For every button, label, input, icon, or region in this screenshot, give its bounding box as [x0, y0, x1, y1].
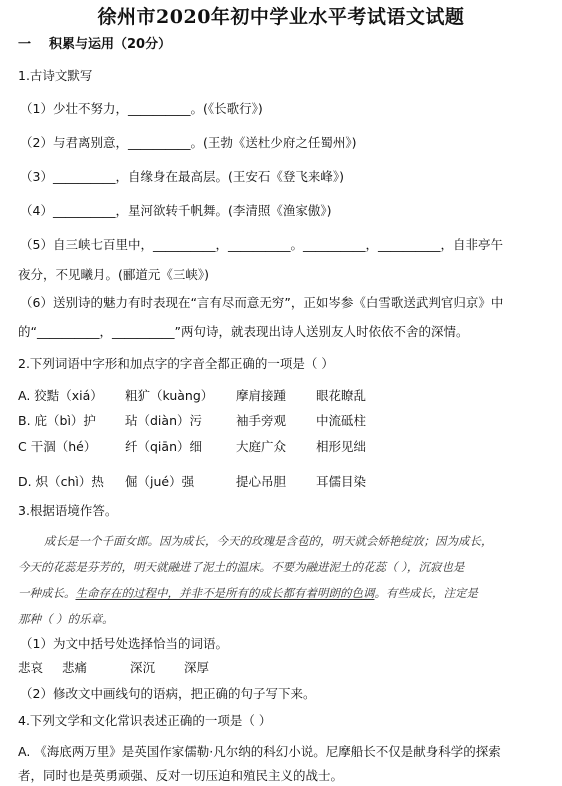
q2-option-b-3: 袖手旁观 — [236, 413, 287, 428]
q1-item-1: （1）少壮不努力，__________。(《长歌行》) — [20, 101, 263, 116]
q1-item-6: （6）送别诗的魅力有时表现在“言有尽而意无穷”，正如岑参《白雪歌送武判官归京》中 — [20, 295, 504, 310]
q2-option-d-4: 耳儒目染 — [316, 474, 367, 489]
q4-option-a-cont: 者，同时也是英勇顽强、反对一切压迫和殖民主义的战士。 — [18, 768, 344, 783]
passage-line-2: 今天的花蕊是芬芳的，明天就融进了泥土的温床。不要为融进泥土的花蕊（ ），沉寂也是 — [18, 560, 465, 574]
q1-item-4: （4）__________，星河欲转千帆舞。(李清照《渔家傲》) — [20, 203, 332, 218]
passage-line-3 — [18, 585, 548, 601]
q1-heading: 1.古诗文默写 — [18, 68, 93, 83]
page-title: 徐州市2020年初中学业水平考试语文试题 — [97, 6, 465, 28]
q3-sub-2: （2）修改文中画线句的语病，把正确的句子写下来。 — [20, 686, 316, 701]
q2-option-d-1: D. 炽（chì）热 — [18, 474, 104, 489]
q1-item-5: （5）自三峡七百里中，__________，__________。__________，__________，自非亭午 — [20, 237, 503, 252]
q2-option-a-3: 摩肩接踵 — [236, 388, 287, 403]
word-choice: 深厚 — [184, 660, 210, 675]
word-choice: 深沉 — [130, 660, 156, 675]
word-choice: 悲痛 — [62, 660, 88, 675]
q2-option-a-2: 粗犷（kuàng） — [125, 388, 214, 403]
passage-line-3-post: 。有些成长，注定是 — [374, 586, 478, 600]
q2-option-a-4: 眼花瞭乱 — [316, 388, 367, 403]
q4-option-a: A. 《海底两万里》是英国作家儒勒·凡尔纳的科幻小说。尼摩船长不仅是献身科学的探索 — [18, 744, 501, 759]
q4-heading: 4.下列文学和文化常识表述正确的一项是（ ） — [18, 713, 272, 728]
section-number: 一 — [18, 37, 32, 52]
passage-line-4: 那种（ ）的乐章。 — [18, 612, 114, 626]
q2-option-b-2: 玷（diàn）污 — [125, 413, 202, 428]
q2-option-c-4: 相形见绌 — [316, 439, 367, 454]
q2-option-c-2: 纤（qiān）细 — [125, 439, 202, 454]
q3-sub-1: （1）为文中括号处选择恰当的词语。 — [20, 636, 228, 651]
q2-option-d-2: 倔（jué）强 — [125, 474, 195, 489]
q3-heading: 3.根据语境作答。 — [18, 503, 118, 518]
section-title: 积累与运用（20分） — [49, 37, 172, 52]
q1-item-2: （2）与君离别意，__________。(王勃《送杜少府之任蜀州》) — [20, 135, 357, 150]
q1-item-6-cont: 的“__________，__________”两句诗，就表现出诗人送别友人时依依不舍的深情。 — [18, 324, 469, 339]
q2-option-a-1: A. 狡黠（xiá） — [18, 388, 103, 403]
q2-option-d-3: 提心吊胆 — [236, 474, 287, 489]
passage-line-3-pre: 一种成长。 — [18, 586, 76, 600]
q2-option-b-1: B. 庇（bì）护 — [18, 413, 96, 428]
word-choice: 悲哀 — [18, 660, 44, 675]
section-heading — [18, 37, 548, 53]
passage-line-1: 成长是一个千面女郎。因为成长，今天的玫瑰是含苞的，明天就会娇艳绽放；因为成长， — [44, 534, 493, 548]
q2-option-c-1: C 干涸（hé） — [18, 439, 97, 454]
q2-option-b-4: 中流砥柱 — [316, 413, 367, 428]
q2-heading: 2.下列词语中字形和加点字的字音全都正确的一项是（ ） — [18, 356, 334, 371]
q1-item-3: （3）__________，自缘身在最高层。(王安石《登飞来峰》) — [20, 169, 344, 184]
q1-item-5-cont: 夜分，不见曦月。(郦道元《三峡》) — [18, 267, 210, 282]
q2-option-c-3: 大庭广众 — [236, 439, 287, 454]
underlined-sentence: 生命存在的过程中，并非不是所有的成长都有着明朗的色调 — [75, 586, 375, 600]
